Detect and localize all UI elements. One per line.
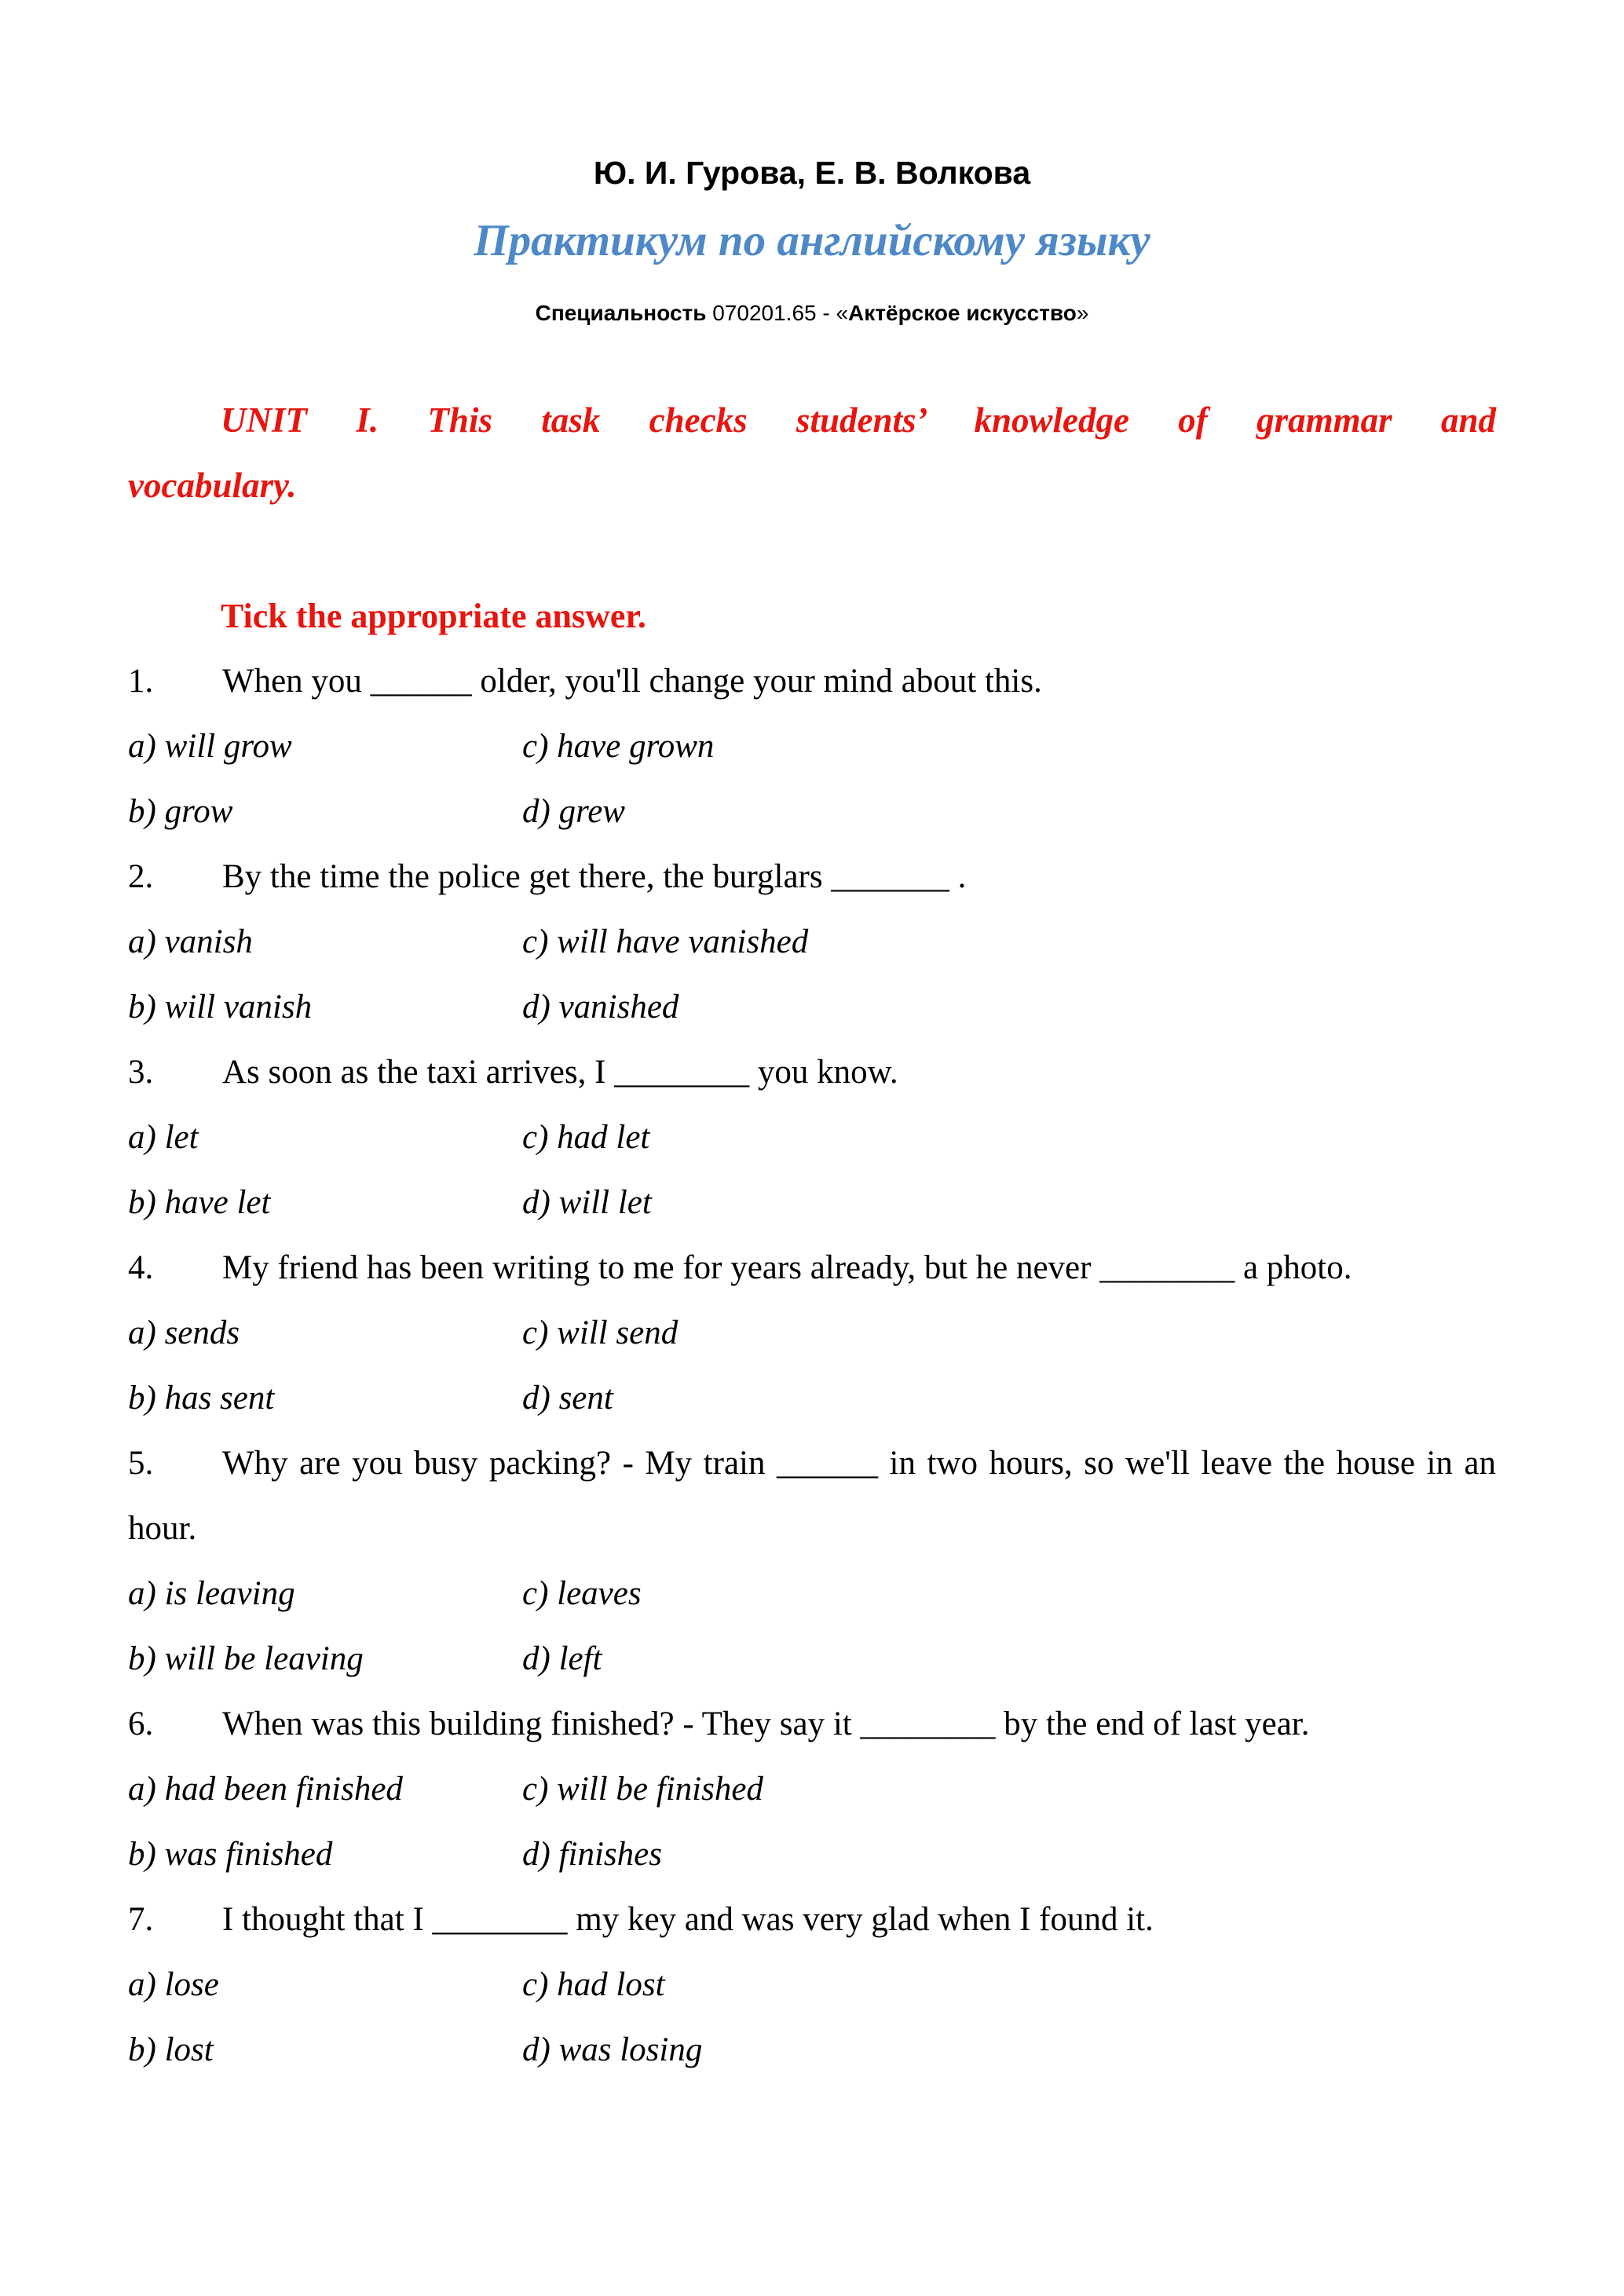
question-number: 2.: [128, 858, 154, 895]
answer-option: b) have let: [128, 1184, 271, 1221]
speciality-label: Специальность: [535, 301, 707, 325]
answer-option: b) lost: [128, 2031, 214, 2068]
answer-option: c) had lost: [522, 1966, 665, 2003]
question-text: By the time the police get there, the burglars _______ .: [222, 858, 967, 895]
question-paragraph: [128, 649, 1496, 714]
answer-option: b) will vanish: [128, 989, 313, 1026]
answer-option: d) finishes: [522, 1836, 662, 1873]
question-number: 6.: [128, 1706, 154, 1742]
speciality-code: 070201.65 - «: [706, 301, 849, 325]
answer-options-row: [128, 1300, 1496, 1366]
speciality-name: Актёрское искусство: [848, 301, 1077, 325]
answer-option: a) had been finished: [128, 1771, 403, 1808]
answer-options-row: [128, 1757, 1496, 1822]
answer-option: a) is leaving: [128, 1575, 295, 1612]
unit-heading: [128, 388, 1496, 518]
answer-option: d) left: [522, 1640, 602, 1677]
answer-option: d) grew: [522, 793, 625, 830]
answer-option: a) lose: [128, 1966, 219, 2003]
answer-option: d) will let: [522, 1184, 652, 1221]
question-block: [128, 844, 1496, 1040]
answer-option: a) let: [128, 1119, 199, 1156]
question-paragraph: [128, 1691, 1496, 1757]
speciality-line: [128, 300, 1496, 326]
question-block: [128, 1431, 1496, 1691]
question-text: When was this building finished? - They say it ________ by the end of last year.: [222, 1706, 1310, 1742]
answer-option: c) will have vanished: [522, 923, 809, 960]
answer-options-row: [128, 2017, 1496, 2082]
speciality-closing-quote: »: [1076, 301, 1089, 325]
answer-option: a) will grow: [128, 728, 292, 765]
question-text: When you ______ older, you'll change your mind about this.: [222, 663, 1042, 700]
question-text: My friend has been writing to me for years already, but he never ________ a photo.: [222, 1249, 1352, 1286]
questions-list: [128, 649, 1496, 2082]
answer-options-row: [128, 1822, 1496, 1887]
question-paragraph: [128, 1040, 1496, 1105]
question-block: [128, 1235, 1496, 1431]
question-number: 5.: [128, 1445, 154, 1482]
answer-option: a) sends: [128, 1314, 240, 1351]
answer-options-row: [128, 1626, 1496, 1691]
answer-option: c) had let: [522, 1119, 650, 1156]
answer-options-row: [128, 714, 1496, 779]
question-text: Why are you busy packing? - My train ______ in two hours, so we'll leave the house in an hour.: [128, 1445, 1496, 1547]
answer-options-row: [128, 1105, 1496, 1170]
answer-option: c) leaves: [522, 1575, 642, 1612]
unit-heading-line-1: UNIT I. This task checks students’ knowledge of grammar and: [221, 400, 1496, 440]
answer-option: b) will be leaving: [128, 1640, 364, 1677]
answer-options-row: [128, 1366, 1496, 1431]
answer-option: b) was finished: [128, 1836, 333, 1873]
question-number: 7.: [128, 1901, 154, 1938]
unit-heading-line-2: vocabulary.: [128, 466, 297, 505]
answer-option: d) vanished: [522, 989, 679, 1026]
question-text: I thought that I ________ my key and was very glad when I found it.: [222, 1901, 1154, 1938]
question-text: As soon as the taxi arrives, I ________ you know.: [222, 1054, 898, 1091]
question-paragraph: [128, 1235, 1496, 1300]
question-block: [128, 1887, 1496, 2082]
question-number: 1.: [128, 663, 154, 700]
answer-option: d) was losing: [522, 2031, 703, 2068]
answer-options-row: [128, 1170, 1496, 1235]
answer-options-row: [128, 1952, 1496, 2017]
answer-options-row: [128, 909, 1496, 974]
question-paragraph: [128, 1431, 1496, 1561]
answer-option: d) sent: [522, 1380, 613, 1417]
document-title: Практикум по английскому языку: [474, 216, 1150, 265]
question-block: [128, 649, 1496, 844]
answer-option: a) vanish: [128, 923, 253, 960]
answer-options-row: [128, 974, 1496, 1040]
answer-option: b) grow: [128, 793, 233, 830]
answer-options-row: [128, 779, 1496, 844]
answer-option: b) has sent: [128, 1380, 275, 1417]
question-paragraph: [128, 844, 1496, 909]
authors-line: Ю. И. Гурова, Е. В. Волкова: [593, 155, 1031, 191]
question-paragraph: [128, 1887, 1496, 1952]
question-number: 4.: [128, 1249, 154, 1286]
answer-option: c) will send: [522, 1314, 678, 1351]
question-block: [128, 1040, 1496, 1235]
answer-options-row: [128, 1561, 1496, 1626]
answer-option: c) have grown: [522, 728, 715, 765]
question-block: [128, 1691, 1496, 1887]
question-number: 3.: [128, 1054, 154, 1091]
answer-option: c) will be finished: [522, 1771, 763, 1808]
instruction-heading: Tick the appropriate answer.: [221, 597, 646, 635]
